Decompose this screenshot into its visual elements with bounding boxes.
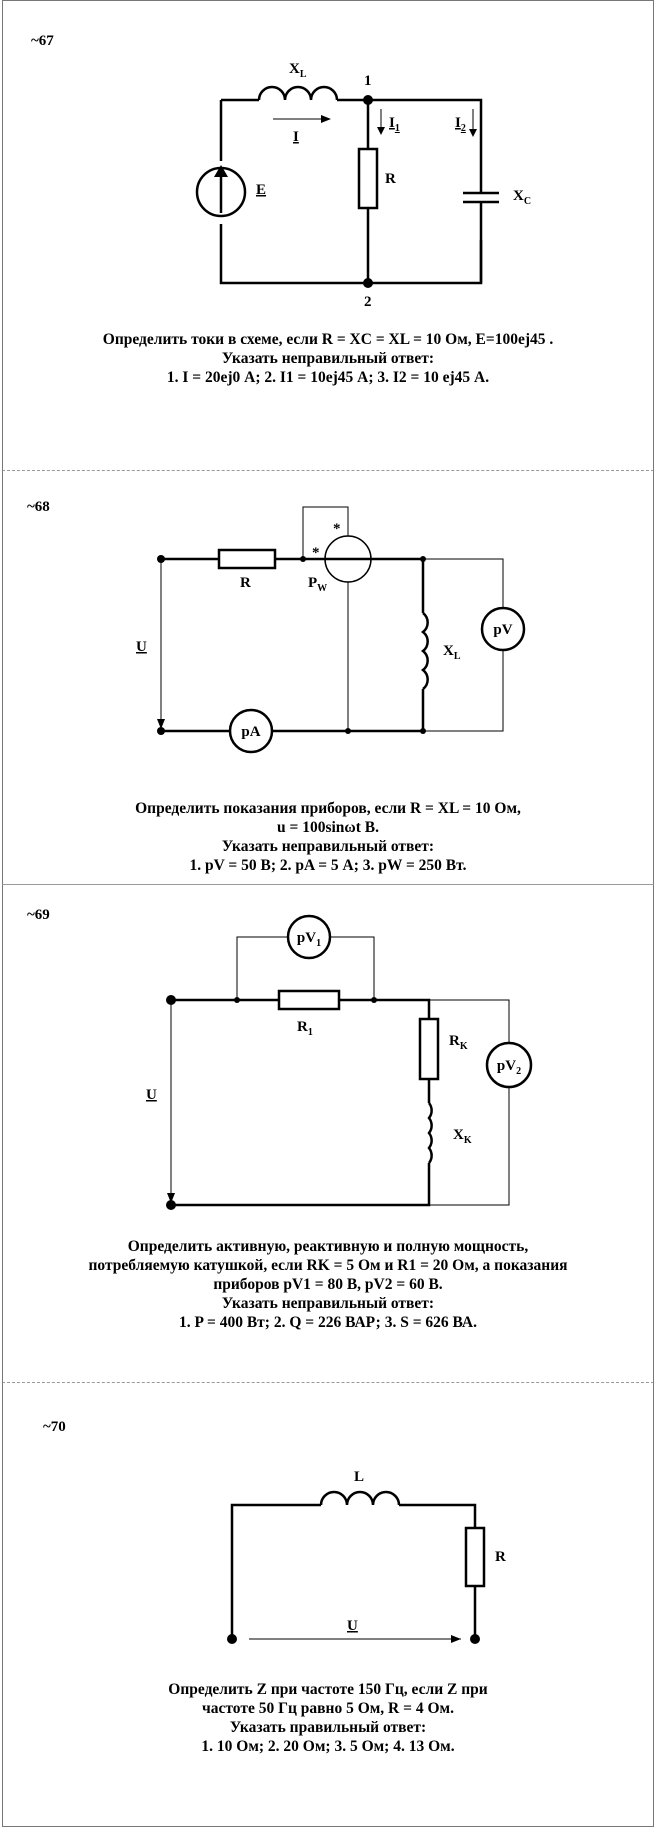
label-star-2: * [333,521,341,537]
label-i1: $I_1$ [389,115,400,134]
label-u: U [347,1618,358,1634]
label-r: R [240,575,251,591]
label-xk: $X_K$ [453,1127,472,1146]
label-l: L [354,1469,365,1485]
label-u: U [146,1087,157,1103]
label-xl: $X_L$ [443,643,461,662]
label-e: E [256,182,267,198]
label-rk: $R_K$ [449,1033,468,1052]
inductor-l [321,1492,399,1505]
problem-text-70: Определить Z при частоте 150 Гц, если Z при частоте 50 Гц равно 5 Ом, R = 4 Ом. Указать правильный ответ: 1. 10 Ом; 2. 20 Ом; 3. 5 Ом; 4. 13 Ом. [168,1681,488,1755]
resistor-rk [420,1019,438,1079]
label-pw: $P_W$ [308,575,328,594]
label-xl: $X_L$ [289,61,307,80]
label-u: U [136,639,147,655]
resistor-r [466,1528,484,1586]
label-xc: $X_C$ [513,188,532,207]
label-node-2: 2 [364,294,372,310]
problem-number: ~69 [27,907,50,923]
problem-70-panel [2,1382,654,1827]
label-pv2: $pV_2$ [496,1058,522,1077]
node-2-dot [363,278,373,288]
problem-67-panel [2,0,654,471]
label-r1: $R_1$ [297,1019,313,1038]
resistor-r [359,149,377,208]
problem-number: ~68 [27,499,50,515]
label-pv: pV [493,622,513,638]
inductor-xl [259,87,337,100]
problem-text-68: Определить показания приборов, если R = XL = 10 Ом, u = 100sinωt B. Указать неправильный ответ: 1. pV = 50 B; 2. pA = 5 А; 3. pW = 250 Вт. [135,800,521,874]
problem-69-panel [2,884,654,1385]
circuit-diagram-67 [3,1,653,471]
label-r: R [385,171,396,187]
resistor-r [219,550,275,568]
label-pa: pA [241,724,261,740]
node-1-dot [363,95,373,105]
problem-text-69: Определить активную, реактивную и полную мощность, потребляемую катушкой, если RK = 5 Ом и R1 = 20 Ом, а показания приборов pV1 = 80 B, pV2 = 60 B. Указать неправильный ответ: 1. P = 400 Вт; 2. Q = 226 ВАР; 3. S = 626 ВА. [88,1238,568,1331]
label-node-1: 1 [364,73,372,89]
label-pv1: $pV_1$ [296,930,322,949]
problem-text-67: Определить токи в схеме, если R = XC = XL = 10 Ом, E=100ej45 . Указать неправильный ответ: 1. I = 20ej0 А; 2. I1 = 10ej45 А; 3. I2 = 10 ej45 А. [102,331,554,386]
label-i2: $I_2$ [455,115,466,134]
inductor-xk [429,1103,432,1163]
circuit-diagram-70 [3,1383,653,1826]
capacitor-xc [463,193,499,202]
resistor-r1 [279,991,339,1009]
problem-number: ~70 [43,1419,66,1435]
label-star-1: * [312,545,320,561]
label-i: I [293,129,299,145]
problem-number: ~67 [31,33,54,49]
inductor-xl [423,613,428,689]
problem-68-panel [2,470,654,887]
label-r: R [495,1549,506,1565]
